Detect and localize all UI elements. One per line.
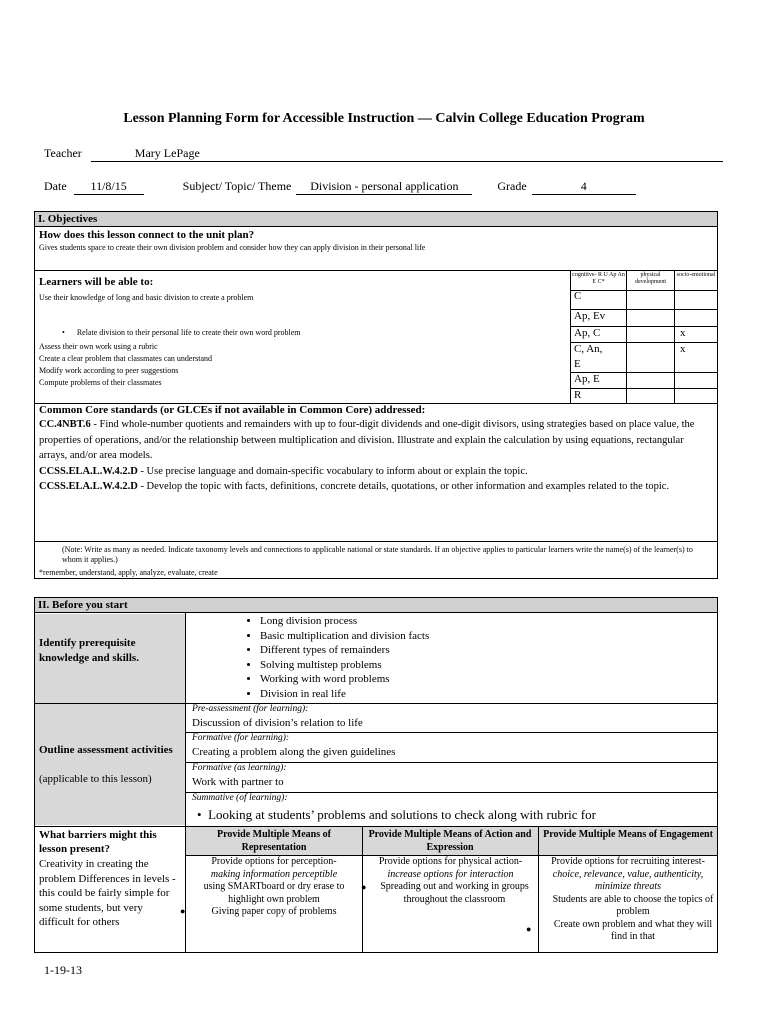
cell-text: choice, relevance, value, authenticity, minimize threats [552, 868, 704, 892]
prereq-item[interactable]: • Division in real life [260, 687, 429, 702]
standard-text: - Find whole-number quotients and remainders with up to four-digit dividends and one-digit divisors, using strategies based on place value, the properties of operations, and/or the relationship between multiplication and division. Illustrate and explain the calculation by using equations, rectangular arrays, and/or area models. [39, 419, 695, 461]
standard-item[interactable] [39, 417, 707, 464]
before-header: II. Before you start [35, 598, 717, 613]
date-line [44, 179, 734, 195]
cell-text: Spreading out and working in groups throughout the classroom [380, 881, 529, 905]
assess-sub-label: (applicable to this lesson) [39, 773, 152, 785]
grade-value[interactable]: 4 [532, 179, 636, 195]
grade-label: Grade [497, 179, 527, 193]
divider [185, 613, 186, 826]
objective-item[interactable]: Relate division to their personal life to create their own word problem [76, 328, 301, 337]
standard-code: CCSS.ELA.L.W.4.2.D [39, 481, 138, 492]
footer-date: 1-19-13 [44, 963, 82, 977]
divider [34, 703, 718, 704]
objective-item[interactable]: Assess their own work using a rubric [39, 342, 158, 351]
divider [34, 541, 718, 542]
barriers-question: What barriers might this lesson present? [39, 829, 157, 855]
col-socio: socio-emotional [676, 272, 716, 278]
connect-answer[interactable]: Gives students space to create their own division problem and consider how they can apply division in their personal life [39, 243, 426, 252]
barriers-answer[interactable]: Creativity in creating the problem Differences in levels - this could be fairly simple for some students, but very difficult for others [39, 858, 176, 928]
objectives-header: I. Objectives [35, 212, 717, 227]
action-cell[interactable] [365, 856, 536, 906]
prereq-item[interactable]: • Long division process [260, 614, 429, 629]
prereq-item[interactable]: • Working with word problems [260, 672, 429, 687]
formative-as-value[interactable]: Work with partner to [192, 776, 284, 788]
taxonomy-footnote: *remember, understand, apply, analyze, evaluate, create [39, 568, 218, 577]
cell-text: Students are able to choose the topics of problem [552, 893, 714, 917]
taxonomy-table [570, 271, 717, 403]
date-value[interactable]: 11/8/15 [74, 179, 144, 195]
objective-item[interactable]: Modify work according to peer suggestions [39, 366, 179, 375]
prereq-list [240, 614, 429, 701]
cell-text: Provide options for recruiting interest- [551, 856, 705, 867]
prereq-label: Identify prerequisite knowledge and skills. [39, 637, 139, 664]
standard-item[interactable] [39, 464, 707, 480]
code-cell[interactable]: C [574, 290, 582, 302]
summative-value[interactable]: Looking at students’ problems and solutions to check along with rubric for [208, 807, 596, 822]
engagement-cell[interactable] [541, 856, 715, 944]
standards-list [39, 417, 707, 495]
summative-value-row: • Looking at students’ problems and solutions to check along with rubric for [197, 807, 596, 822]
action-heading: Provide Multiple Means of Action and Expression [368, 829, 532, 853]
bullet-icon: ● [526, 924, 532, 934]
pre-assessment-value[interactable]: Discussion of division’s relation to life [192, 717, 363, 729]
standard-code: CCSS.ELA.L.W.4.2.D [39, 465, 138, 477]
code-cell[interactable]: Ap, C [574, 327, 601, 339]
objectives-note: (Note: Write as many as needed. Indicate taxonomy levels and connections to applicable national or state standards. If an objective applies to particular learners write the name(s) of the learner(s) to whom it applies.) [62, 545, 693, 564]
col-physical: physical development [635, 272, 666, 285]
learners-label: Learners will be able to: [39, 276, 154, 288]
prereq-item[interactable]: • Different types of remainders [260, 643, 429, 658]
teacher-line [44, 146, 723, 162]
formative-for-label: Formative (for learning): [192, 733, 290, 743]
objective-item[interactable]: Create a clear problem that classmates can understand [39, 354, 213, 363]
pre-assessment-label: Pre-assessment (for learning): [192, 704, 309, 714]
cell-text: making information perceptible [210, 868, 338, 880]
prereq-item[interactable]: • Basic multiplication and division facts [260, 629, 429, 644]
bullet-icon: ● [361, 882, 367, 892]
bullet-icon: ● [180, 906, 186, 916]
cell-text: Giving paper copy of problems [211, 906, 337, 917]
code-cell[interactable]: Ap, E [574, 373, 600, 385]
code-cell[interactable]: E [574, 358, 581, 370]
standard-item[interactable] [39, 479, 707, 495]
representation-heading: Provide Multiple Means of Representation [217, 829, 331, 853]
code-cell[interactable]: Ap, Ev [574, 310, 606, 322]
socio-mark[interactable]: x [680, 327, 686, 339]
cell-text: Provide options for perception- [211, 856, 337, 867]
assess-label: Outline assessment activities [39, 744, 173, 756]
cell-text: Create own problem and what they will find in that [553, 918, 713, 942]
subject-value[interactable]: Division - personal application [296, 179, 472, 195]
cell-text: Provide options for physical action- [378, 856, 523, 867]
cell-text: using SMARTboard or dry erase to highlight own problem [203, 881, 345, 905]
summative-label: Summative (of learning): [192, 793, 288, 803]
socio-mark[interactable]: x [680, 343, 686, 355]
code-cell[interactable]: R [574, 389, 582, 401]
date-label: Date [44, 179, 67, 193]
cell-text: increase options for interaction [387, 868, 514, 880]
standard-text: - Develop the topic with facts, definitions, concrete details, quotations, or other information and examples related to the topic. [137, 481, 670, 492]
form-title: Lesson Planning Form for Accessible Instruction — Calvin College Education Program [123, 111, 645, 126]
objective-item-bullet: • Relate division to their personal life to create their own word problem [62, 328, 301, 337]
engagement-heading: Provide Multiple Means of Engagement [543, 829, 713, 840]
representation-cell[interactable] [188, 856, 360, 919]
prereq-item[interactable]: • Solving multistep problems [260, 658, 429, 673]
teacher-value[interactable]: Mary LePage [134, 146, 200, 160]
standard-code: CC.4NBT.6 [39, 419, 91, 430]
connect-question: How does this lesson connect to the unit plan? [39, 229, 255, 241]
col-cognitive: cognitive- R U Ap An E C* [572, 272, 625, 285]
standards-heading: Common Core standards (or GLCEs if not available in Common Core) addressed: [39, 404, 426, 416]
formative-for-value[interactable]: Creating a problem along the given guidelines [192, 746, 396, 758]
subject-label: Subject/ Topic/ Theme [182, 179, 292, 193]
standard-text: - Use precise language and domain-specific vocabulary to inform about or explain the topic. [137, 465, 528, 477]
objective-item[interactable]: Use their knowledge of long and basic division to create a problem [39, 293, 254, 302]
code-cell[interactable]: C, An, [574, 343, 603, 355]
objective-item[interactable]: Compute problems of their classmates [39, 378, 162, 387]
formative-as-label: Formative (as learning): [192, 763, 287, 773]
teacher-label: Teacher [44, 146, 82, 160]
